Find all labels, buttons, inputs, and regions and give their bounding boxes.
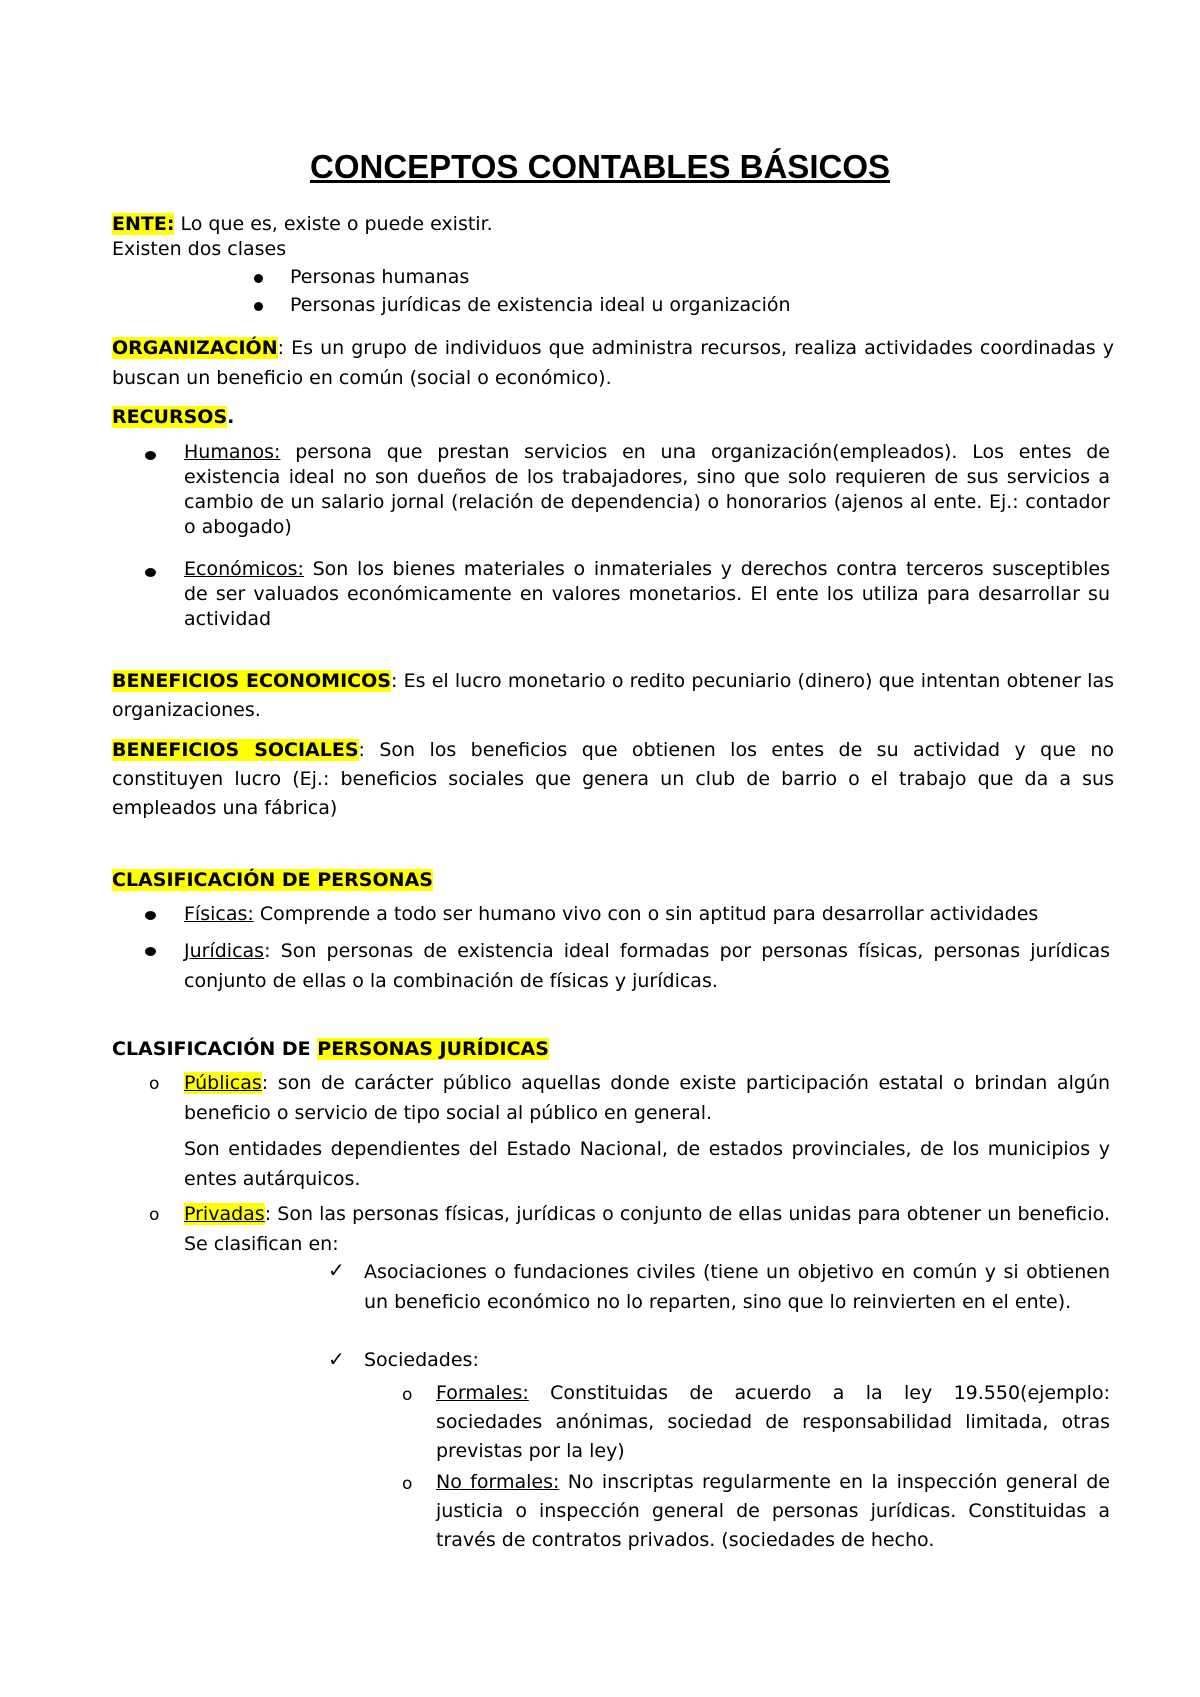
beneficios-sociales-label: BENEFICIOS SOCIALES: [112, 739, 359, 761]
bullet-dot-icon: [145, 440, 156, 468]
privadas-label: Privadas: [184, 1203, 265, 1225]
noformales-label: No formales:: [436, 1471, 560, 1493]
recursos-humanos: [184, 440, 1110, 540]
beneficios-economicos-label: BENEFICIOS ECONOMICOS: [112, 670, 391, 692]
bullet-dot-icon: [254, 291, 263, 319]
ente-intro: Existen dos clases: [112, 238, 287, 260]
ente-label: ENTE:: [112, 213, 175, 235]
economicos-text: Son los bienes materiales o inmateriales y derechos contra terceros susceptibles de ser valuados económicamente en valores monetarios. El ente los utiliza para desarrollar su actividad: [184, 558, 1110, 630]
bullet-dot-icon: [145, 900, 156, 928]
ente-item-2: Personas jurídicas de existencia ideal u organización: [290, 294, 791, 316]
recursos-label: RECURSOS: [112, 406, 228, 428]
humanos-label: Humanos:: [184, 441, 281, 463]
formales-label: Formales:: [436, 1382, 529, 1404]
circle-bullet-icon: o: [149, 1074, 160, 1094]
recursos-heading: RECURSOS.: [112, 406, 235, 428]
clasificacion-personas-label: CLASIFICACIÓN DE PERSONAS: [112, 869, 433, 891]
formales-item: [436, 1379, 1110, 1466]
sociedades-item: Sociedades:: [364, 1349, 479, 1371]
noformales-item: [436, 1468, 1110, 1555]
fisicas-text: Comprende a todo ser humano vivo con o sin aptitud para desarrollar actividades: [253, 903, 1039, 925]
page-title: CONCEPTOS CONTABLES BÁSICOS: [310, 148, 890, 185]
beneficios-sociales-definition: [112, 736, 1114, 823]
circle-bullet-icon: o: [402, 1474, 413, 1494]
beneficios-economicos-definition: [112, 667, 1114, 725]
bullet-dot-icon: [145, 936, 156, 964]
privadas-item: [184, 1199, 1110, 1259]
clasificacion-personas-heading: [112, 866, 1114, 894]
formales-text: Constituidas de acuerdo a la ley 19.550(ejemplo: sociedades anónimas, sociedad de responsabilidad limitada, otras previstas por la ley): [436, 1382, 1110, 1462]
bullet-dot-icon: [145, 557, 156, 585]
circle-bullet-icon: o: [402, 1385, 413, 1405]
circle-bullet-icon: o: [149, 1205, 160, 1225]
humanos-text: persona que prestan servicios en una organización(empleados). Los entes de existencia ideal no son dueños de los trabajadores, sino que solo requieren de sus servicios a cambio de un salario jornal (relación de dependencia) o honorarios (ajenos al ente. Ej.: contador o abogado): [184, 441, 1110, 538]
clasificacion-juridicas: [184, 936, 1110, 996]
recursos-economicos: [184, 557, 1110, 632]
juridicas-label: Jurídicas: [184, 940, 265, 962]
beneficios-economicos-text: : Es el lucro monetario o redito pecuniario (dinero) que intentan obtener las organizaciones.: [112, 670, 1114, 721]
juridicas-text: : Son personas de existencia ideal formadas por personas físicas, personas jurídicas conjunto de ellas o la combinación de físicas y jurídicas.: [184, 940, 1110, 992]
bullet-dot-icon: [254, 263, 263, 291]
asociaciones-item: Asociaciones o fundaciones civiles (tiene un objetivo en común y si obtienen un beneficio económico no lo reparten, sino que lo reinvierten en el ente).: [364, 1261, 1110, 1313]
checkmark-icon: ✓: [328, 1258, 345, 1282]
noformales-text: No inscriptas regularmente en la inspección general de justicia o inspección general de personas jurídicas. Constituidas a través de contratos privados. (sociedades de hecho.: [436, 1471, 1110, 1551]
privadas-text: : Son las personas físicas, jurídicas o conjunto de ellas unidas para obtener un beneficio. Se clasifican en:: [184, 1203, 1110, 1255]
personas-juridicas-label: PERSONAS JURÍDICAS: [317, 1038, 549, 1060]
fisicas-label: Físicas:: [184, 903, 254, 925]
organizacion-text: : Es un grupo de individuos que administra recursos, realiza actividades coordinadas y buscan un beneficio en común (social o económico).: [112, 337, 1114, 389]
publicas-extra: Son entidades dependientes del Estado Nacional, de estados provinciales, de los municipios y entes autárquicos.: [184, 1138, 1110, 1190]
organizacion-definition: [112, 333, 1114, 393]
ente-definition: [112, 210, 1114, 238]
ente-item-1: Personas humanas: [290, 266, 470, 288]
publicas-text: : son de carácter público aquellas donde existe participación estatal o brindan algún beneficio o servicio de tipo social al público en general.: [184, 1072, 1110, 1124]
beneficios-sociales-text: : Son los beneficios que obtienen los entes de su actividad y que no constituyen lucro (Ej.: beneficios sociales que genera un club de barrio o el trabajo que da a sus empleados una fábrica): [112, 739, 1114, 819]
economicos-label: Económicos:: [184, 558, 304, 580]
organizacion-label: ORGANIZACIÓN: [112, 337, 278, 359]
publicas-item: [184, 1068, 1110, 1128]
ente-text: Lo que es, existe o puede existir.: [174, 213, 493, 235]
checkmark-icon: ✓: [328, 1347, 345, 1371]
clasificacion-fisicas: [184, 900, 1110, 928]
publicas-label: Públicas: [184, 1072, 262, 1094]
clasificacion-juridicas-heading: CLASIFICACIÓN DE PERSONAS JURÍDICAS: [112, 1038, 549, 1060]
